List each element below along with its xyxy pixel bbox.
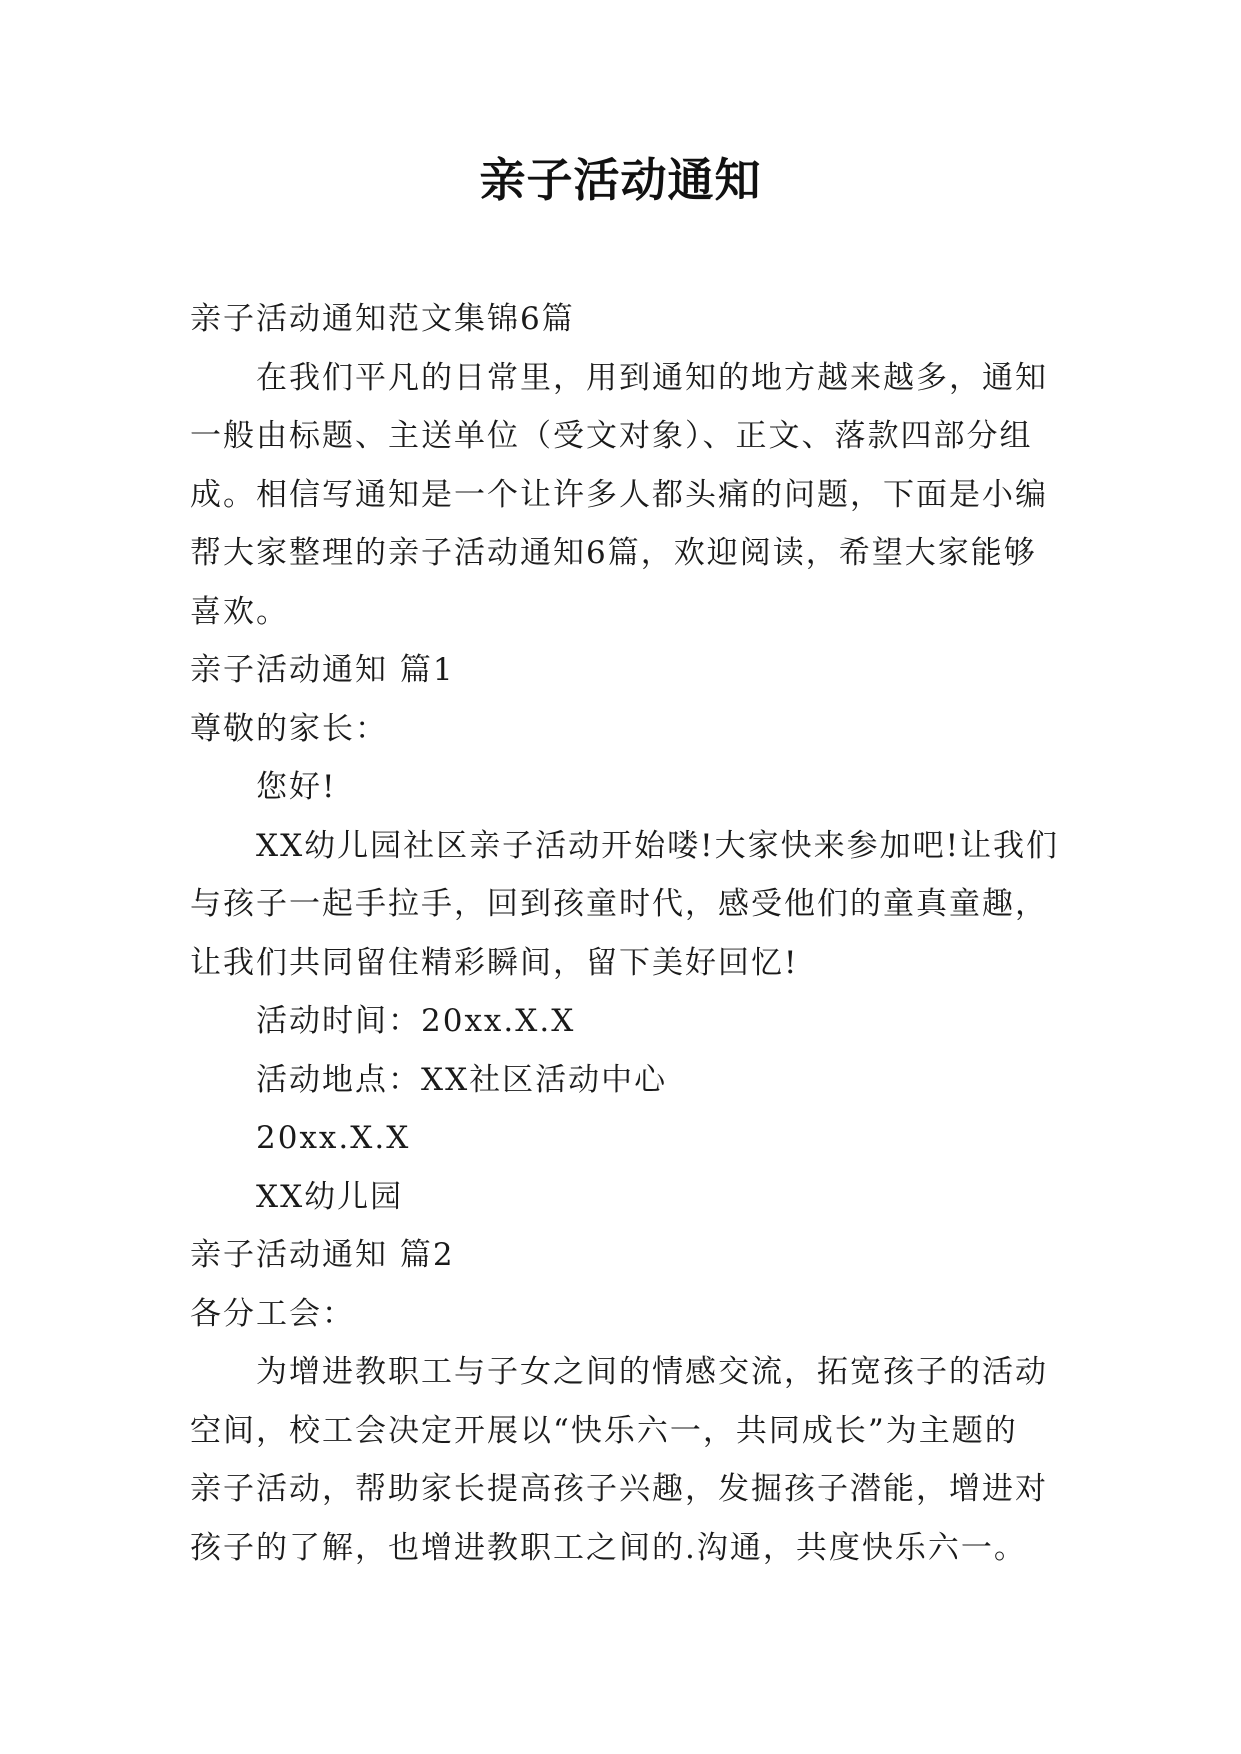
text-line: XX幼儿园社区亲子活动开始喽!大家快来参加吧!让我们: [256, 827, 1060, 864]
text-line: 亲子活动通知范文集锦6篇: [190, 301, 575, 337]
text-line: 孩子的了解，也增进教职工之间的.沟通，共度快乐六一。: [190, 1529, 1027, 1566]
text-line: 一般由标题、主送单位（受文对象）、正文、落款四部分组: [190, 418, 1033, 454]
text-line: 空间，校工会决定开展以“快乐六一，共同成长”为主题的: [190, 1412, 1018, 1449]
text-line: 成。相信写通知是一个让许多人都头痛的问题，下面是小编: [190, 476, 1048, 513]
document-body: [190, 290, 1060, 1577]
text-line: 在我们平凡的日常里，用到通知的地方越来越多，通知: [256, 359, 1048, 396]
text-line: 喜欢。: [190, 593, 289, 630]
text-line: 活动地点：XX社区活动中心: [256, 1061, 668, 1098]
text-line: 亲子活动，帮助家长提高孩子兴趣，发掘孩子潜能，增进对: [190, 1471, 1048, 1507]
document-title: 亲子活动通知: [479, 153, 762, 207]
text-line: 20xx.X.X: [256, 1120, 411, 1156]
text-line: 尊敬的家长：: [190, 710, 388, 747]
text-line: 帮大家整理的亲子活动通知6篇，欢迎阅读，希望大家能够: [190, 535, 1037, 571]
text-line: 为增进教职工与子女之间的情感交流，拓宽孩子的活动: [256, 1354, 1048, 1390]
text-line: 让我们共同留住精彩瞬间，留下美好回忆!: [190, 944, 799, 981]
text-line: 您好!: [256, 769, 337, 805]
text-line: 活动时间：20xx.X.X: [256, 1003, 576, 1039]
text-line: 亲子活动通知 篇1: [190, 652, 455, 688]
text-line: 与孩子一起手拉手，回到孩童时代，感受他们的童真童趣，: [190, 886, 1048, 922]
text-line: 亲子活动通知 篇2: [190, 1237, 455, 1273]
text-line: XX幼儿园: [256, 1178, 404, 1215]
text-line: 各分工会：: [190, 1295, 355, 1332]
